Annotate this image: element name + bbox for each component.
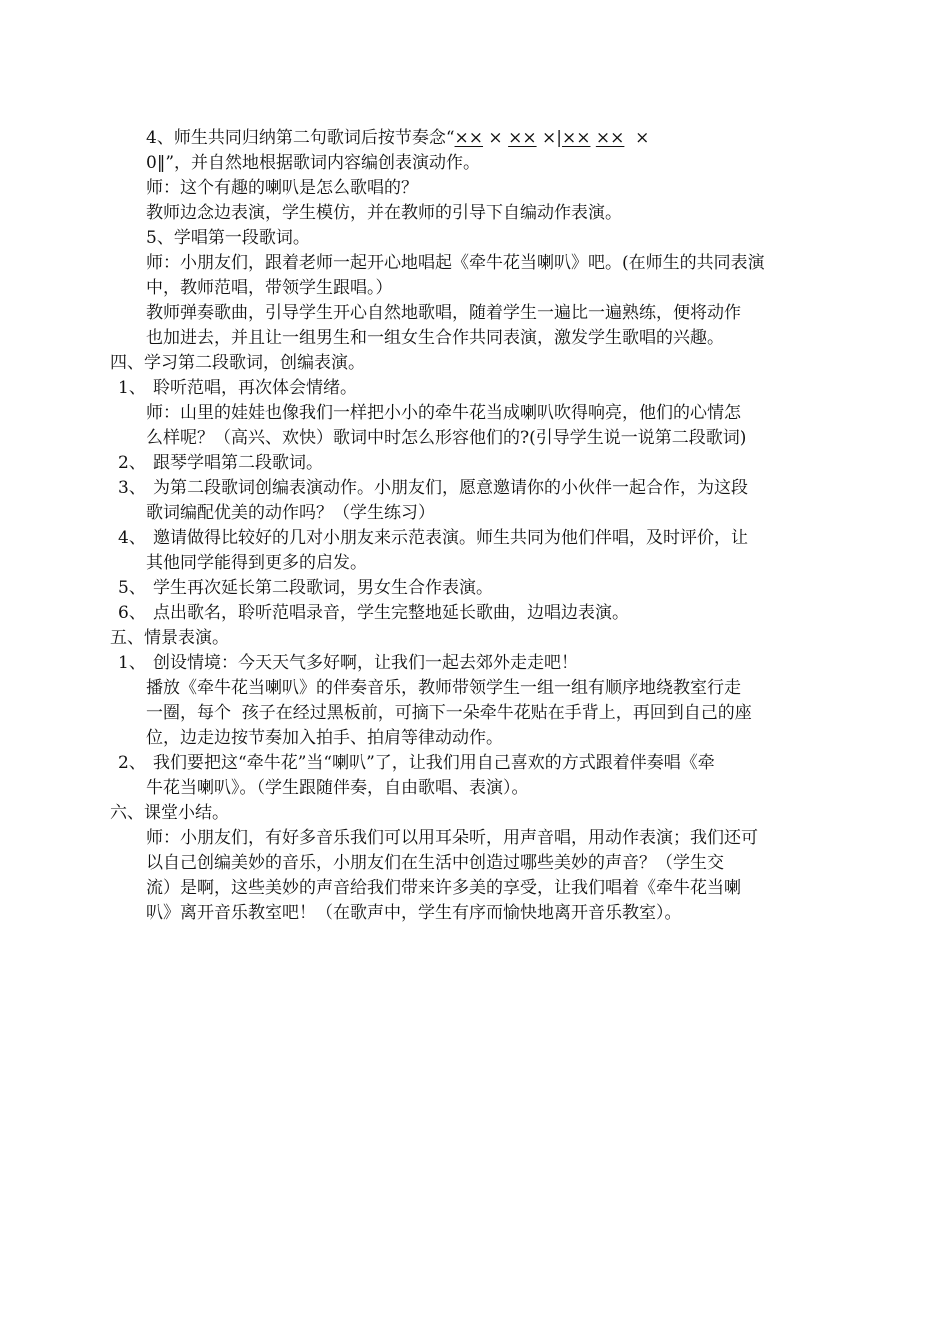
rhythm-x-bar: ×| bbox=[536, 128, 562, 148]
list-number: 6、 bbox=[118, 603, 146, 623]
text-line: 一圈，每个 孩子在经过黑板前，可摘下一朵牵牛花贴在手背上，再回到自己的座 bbox=[146, 703, 752, 723]
text-line: 师：小朋友们，跟着老师一起开心地唱起《牵牛花当喇叭》吧。(在师生的共同表演 bbox=[146, 253, 765, 273]
text-line: 教师边念边表演，学生模仿，并在教师的引导下自编动作表演。 bbox=[146, 203, 622, 223]
rhythm-xx: ×× bbox=[454, 128, 484, 148]
text-line: 师：小朋友们，有好多音乐我们可以用耳朵听，用声音唱，用动作表演；我们还可 bbox=[146, 828, 758, 848]
rhythm-xx: ×× bbox=[595, 128, 625, 148]
text-line: 5、学唱第一段歌词。 bbox=[146, 228, 310, 248]
list-item-text: 跟琴学唱第二段歌词。 bbox=[153, 453, 323, 473]
rhythm-xx: ×× bbox=[561, 128, 591, 148]
list-item-text: 学生再次延长第二段歌词，男女生合作表演。 bbox=[153, 578, 493, 598]
section-heading: 六、课堂小结。 bbox=[110, 803, 229, 823]
rhythm-x: × bbox=[483, 128, 509, 148]
text-line: 牛花当喇叭》。（学生跟随伴奏，自由歌唱、表演）。 bbox=[146, 778, 529, 798]
text-line: 叭》离开音乐教室吧！（在歌声中，学生有序而愉快地离开音乐教室）。 bbox=[146, 903, 682, 923]
text-line: 播放《牵牛花当喇叭》的伴奏音乐，教师带领学生一组一组有顺序地绕教室行走 bbox=[146, 678, 741, 698]
section-heading: 四、学习第二段歌词，创编表演。 bbox=[110, 353, 365, 373]
list-number: 1、 bbox=[118, 378, 146, 398]
list-item-text: 聆听范唱，再次体会情绪。 bbox=[153, 378, 357, 398]
list-item-text: 我们要把这“牵牛花”当“喇叭”了，让我们用自己喜欢的方式跟着伴奏唱《牵 bbox=[153, 753, 715, 773]
list-number: 3、 bbox=[118, 478, 146, 498]
text-line bbox=[146, 151, 480, 176]
text-line: 位，边走边按节奏加入拍手、拍肩等律动动作。 bbox=[146, 728, 503, 748]
list-number: 5、 bbox=[118, 578, 146, 598]
list-item-text: 邀请做得比较好的几对小朋友来示范表演。师生共同为他们伴唱，及时评价，让 bbox=[153, 528, 748, 548]
list-item-text: 创设情境：今天天气多好啊，让我们一起去郊外走走吧！ bbox=[153, 653, 578, 673]
text-line: 师：山里的娃娃也像我们一样把小小的牵牛花当成喇叭吹得响亮，他们的心情怎 bbox=[146, 403, 741, 423]
text-line: 流）是啊，这些美妙的声音给我们带来许多美的享受，让我们唱着《牵牛花当喇 bbox=[146, 878, 741, 898]
rhythm-line bbox=[146, 126, 649, 151]
rhythm-end: 0‖ bbox=[146, 153, 166, 173]
text-segment: ”，并自然地根据歌词内容编创表演动作。 bbox=[165, 153, 481, 173]
section-heading: 五、情景表演。 bbox=[110, 628, 229, 648]
text-line: 师：这个有趣的喇叭是怎么歌唱的？ bbox=[146, 178, 418, 198]
list-item-text: 点出歌名，聆听范唱录音，学生完整地延长歌曲，边唱边表演。 bbox=[153, 603, 629, 623]
list-number: 2、 bbox=[118, 753, 146, 773]
text-line: 么样呢？（高兴、欢快）歌词中时怎么形容他们的?(引导学生说一说第二段歌词) bbox=[146, 428, 747, 448]
list-number: 1、 bbox=[118, 653, 146, 673]
rhythm-x: × bbox=[624, 128, 650, 148]
list-number: 2、 bbox=[118, 453, 146, 473]
list-item-text: 为第二段歌词创编表演动作。小朋友们，愿意邀请你的小伙伴一起合作，为这段 bbox=[153, 478, 748, 498]
text-line: 其他同学能得到更多的启发。 bbox=[146, 553, 367, 573]
text-line: 以自己创编美妙的音乐，小朋友们在生活中创造过哪些美妙的声音？（学生交 bbox=[146, 853, 724, 873]
rhythm-xx: ×× bbox=[508, 128, 537, 148]
text-segment: 4、师生共同归纳第二句歌词后按节奏念“ bbox=[146, 128, 455, 148]
text-line: 歌词编配优美的动作吗？（学生练习） bbox=[146, 503, 435, 523]
text-line: 教师弹奏歌曲，引导学生开心自然地歌唱，随着学生一遍比一遍熟练，便将动作 bbox=[146, 303, 741, 323]
text-line: 也加进去，并且让一组男生和一组女生合作共同表演，激发学生歌唱的兴趣。 bbox=[146, 328, 724, 348]
text-line: 中，教师范唱，带领学生跟唱。） bbox=[146, 278, 393, 298]
list-number: 4、 bbox=[118, 528, 146, 548]
